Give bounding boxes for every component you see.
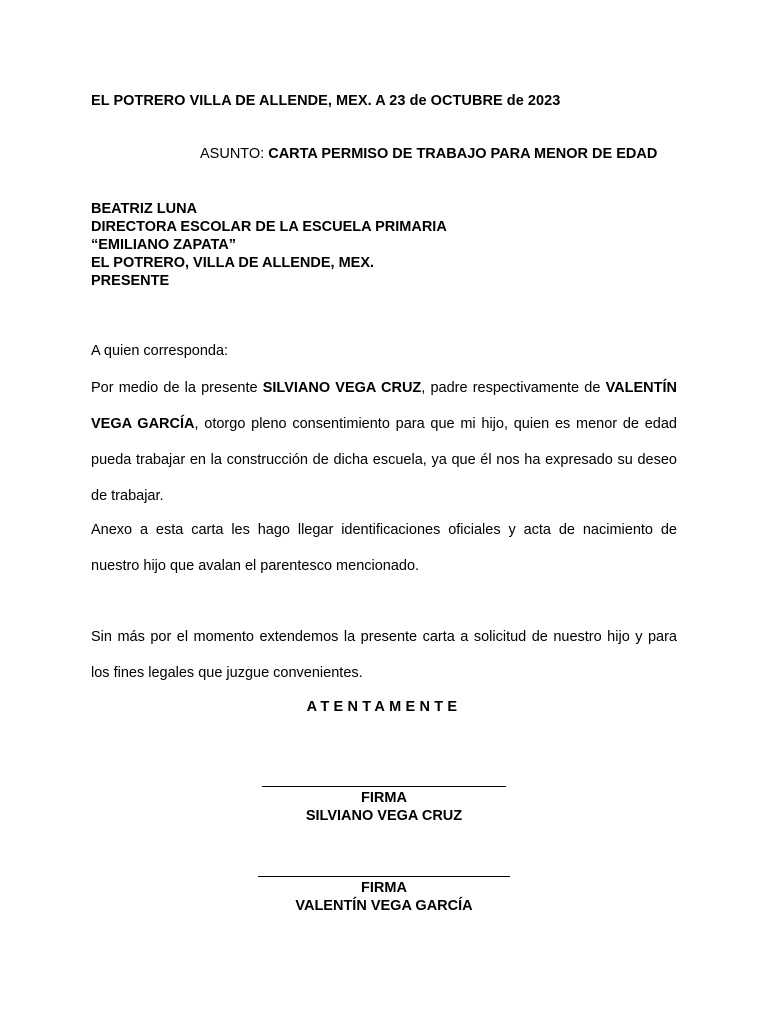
signature-label: FIRMA — [361, 790, 407, 806]
signature-label: FIRMA — [361, 880, 407, 896]
recipient-name: BEATRIZ LUNA — [91, 201, 198, 217]
signature-name: VALENTÍN VEGA GARCÍA — [295, 898, 473, 914]
signature-line — [258, 876, 510, 877]
subject-value: CARTA PERMISO DE TRABAJO PARA MENOR DE EDAD — [268, 146, 658, 162]
salutation: A quien corresponda: — [91, 343, 229, 359]
subject-line — [200, 146, 657, 162]
recipient-school: “EMILIANO ZAPATA” — [91, 237, 236, 253]
paragraph-text: , otorgo pleno consentimiento para que mi hijo, quien es menor de edad pueda trabajar en la construcción de dicha escuela, ya que él nos ha expresado su deseo de trabajar. — [91, 416, 677, 504]
subject-label: ASUNTO: — [200, 146, 269, 162]
son-name: VALENTÍN VEGA GARCÍA — [91, 380, 677, 432]
recipient-location: EL POTRERO, VILLA DE ALLENDE, MEX. — [91, 255, 375, 271]
recipient-presente: PRESENTE — [91, 273, 170, 289]
paragraph-annex: Anexo a esta carta les hago llegar identificaciones oficiales y acta de nacimiento de nuestro hijo que avalan el parentesco mencionado. — [91, 522, 677, 574]
signature-block-son — [0, 879, 768, 915]
father-name: SILVIANO VEGA CRUZ — [262, 380, 422, 396]
recipient-position: DIRECTORA ESCOLAR DE LA ESCUELA PRIMARIA — [91, 219, 447, 235]
paragraph-text: Por medio de la presente — [91, 380, 263, 396]
signature-block-father — [0, 789, 768, 825]
recipient-block — [91, 200, 447, 290]
paragraph-consent — [91, 370, 677, 514]
signature-name: SILVIANO VEGA CRUZ — [305, 808, 463, 824]
paragraph-text: , padre respectivamente de — [421, 380, 606, 396]
paragraph-closing-remarks: Sin más por el momento extendemos la presente carta a solicitud de nuestro hijo y para los fines legales que juzgue convenientes. — [91, 629, 677, 681]
place-date-line: EL POTRERO VILLA DE ALLENDE, MEX. A 23 de OCTUBRE de 2023 — [91, 93, 561, 109]
closing-atentamente: ATENTAMENTE — [306, 699, 462, 715]
signature-line — [262, 786, 506, 787]
